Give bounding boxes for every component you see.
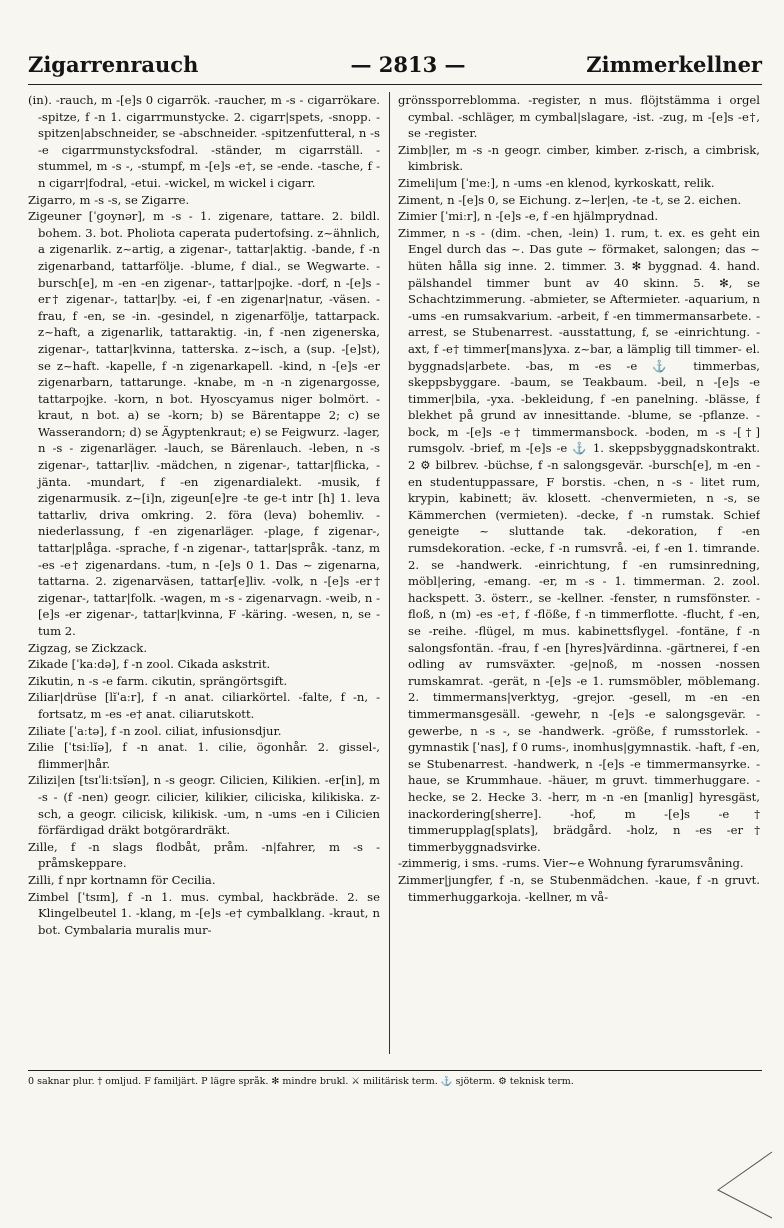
entry-zimelium: Zimeli|um [ˈmeː], n -ums -en klenod, kyrkoskatt, relik. — [398, 175, 715, 190]
entry-zigzag: Zigzag, se Zickzack. — [28, 640, 148, 655]
entry-zimmer: Zimmer, n -s - (dim. -chen, -lein) 1. rum, t. ex. es geht ein Engel durch das ~. Das gute ~ förmaket, salongen; das ~ hüten hålla sig inne. 2. timmer. 3. ✻ byggnad. 4. hand. pälshandel timmer bunt av 40 skinn. 5. ✻, se Schachtzimmerung. -abmieter, se Aftermieter. -aquarium, n -ums -en rumsakvarium. -arbeit, f -en timmermansarbete. -arrest, se Stubenarrest. -ausstattung, f, se -einrichtung. -axt, f -e† timmer[mans]yxa. z~bar, a lämplig till timmer- el. byggnads|arbete. -bas, m -es -e ⚓ timmerbas, skeppsbyggare. -baum, se Teakbaum. -beil, n -[e]s -e timmer|bila, -yxa. -bekleidung, f -en panelning. -blässe, f blekhet på grund av innesittande. -blume, se -pflanze. -bock, m -[e]s -e† timmermansbock. -boden, m -s -[†] rumsgolv. -brief, m -[e]s -e ⚓ 1. skeppsbyggnadskontrakt. 2 ⚙ bilbrev. -büchse, f -n salongsgevär. -bursch[e], m -en -en studentuppassare, F borstis. -chen, n -s - litet rum, krypin, kabinett; äv. klosett. -chenvermieten, n -s, se Kämmerchen (vermieten). -decke, f -n rumstak. Schief geneigte ~ sluttande tak. -dekoration, f -en rumsdekoration. -ecke, f -n rumsvrå. -ei, f -en 1. timrande. 2. se -handwerk. -einrichtung, f -en rumsinredning, möbl|ering, -emang. -er, m -s - 1. timmerman. 2. zool. hackspett. 3. österr., se -kellner. -fenster, n rumsfönster. -floß, n (m) -es -e†, f -flöße, f -n timmerflotte. -flucht, f -en, se -reihe. -flügel, m mus. kabinettsflygel. -fontäne, f -n salongsfontän. -frau, f -en [hyres]värdinna. -gärtnerei, f -en odling av rumsväxter. -ge|noß, m -nossen -nossen rumskamrat. -gerät, n -[e]s -e 1. rumsmöbler, möblemang. 2. timmermans|verktyg, -grejor. -gesell, m -en -en timmermansgesäll. -gewehr, n -[e]s -e salongsgevär. -gewerbe, n -s -, se -handwerk. -größe, f rumsstorlek. -gymnastik [ˈnas], f 0 rums-, inomhus|gymnastik. -haft, f -en, se Stubenarrest. -handwerk, n -[e]s -e timmermansyrke. -haue, se Krummhaue. -häuer, m gruvt. timmerhuggare. -hecke, se 2. Hecke 3. -herr, m -n -en [manlig] hyresgäst, inackordering[sherre]. -hof, m -[e]s -e† timmerupplag[splats], brädgård. -holz, n -es -er† timmerbyggnadsvirke. — [398, 225, 760, 854]
right-column — [398, 92, 760, 1062]
entry-zigeuner: Zigeuner [ˈgoynər], m -s - 1. zigenare, tattare. 2. bildl. bohem. 3. bot. Pholiota caperata pudertofsing. z~ähnlich, a zigenarlik. z~artig, a zigenar-, tattar|aktig. -bande, f -n zigenarband, tattarfölje. -blume, f dial., se Wegwarte. -bursch[e], m -en -en zigenar-, tattar|pojke. -dorf, n -[e]s -er† zigenar-, tattar|by. -ei, f -en zigenar|natur, -väsen. -frau, f -en, se -in. -gesindel, n zigenarfölje, tattarpack. z~haft, a zigenarlik, tattaraktig. -in, f -nen zigenerska, zigenar-, tattar|kvinna, tatterska. z~isch, a (sup. -[e]st), se z~haft. -kapelle, f -n zigenarkapell. -kind, n -[e]s -er zigenarbarn, tattarunge. -knabe, m -n -n zigenargosse, tattarpojke. -korn, n bot. Hyoscyamus niger bolmört. -kraut, n bot. a) se -korn; b) se Bärentappe 2; c) se Wasserandorn; d) se Ägyptenkraut; e) se Feigwurz. -lager, n -s - zigenarläger. -lauch, se Bärenlauch. -leben, n -s zigenar-, tattar|liv. -mädchen, n zigenar-, tattar|flicka, -jänta. -mundart, f -en zigenardialekt. -musik, f zigenarmusik. z~[i]n, zigeun[e]re -te ge-t intr [h] 1. leva tattarliv, driva omkring. 2. föra (leva) bohemliv. -niederlassung, f -en zigenarläger. -plage, f zigenar-, tattar|plåga. -sprache, f -n zigenar-, tattar|språk. -tanz, m -es -e† zigenardans. -tum, n -[e]s 0 1. Das ~ zigenarna, tattarna. 2. zigenarväsen, tattar[e]liv. -volk, n -[e]s -er† zigenar-, tattar|folk. -wagen, m -s - zigenarvagn. -weib, n -[e]s -er zigenar-, tattar|kvinna, F -käring. -wesen, n, se -tum 2. — [28, 209, 380, 638]
page-corner-mark — [714, 1150, 774, 1220]
footer-rule — [28, 1070, 762, 1071]
abbreviation-legend: 0 saknar plur. † omljud. F familjärt. P lägre språk. ✻ mindre brukl. ⚔ militärisk term. ⚓ sjöterm. ⚙ teknisk term. — [28, 1076, 574, 1087]
entry-zimbler: Zimb|ler, m -s -n geogr. cimber, kimber. z-risch, a cimbrisk, kimbrisk. — [398, 142, 760, 174]
entry-zigarro: Zigarro, m -s -s, se Zigarre. — [28, 192, 190, 207]
entry-zimbel-cont: grönssporreblomma. -register, n mus. flöjtstämma i orgel cymbal. -schläger, m cymbal|slagare, -ist. -zug, m -[e]s -e†, se -register. — [398, 93, 760, 141]
entry-zimier: Zimier [ˈmiːr], n -[e]s -e, f -en hjälmprydnad. — [398, 209, 659, 224]
column-divider — [389, 92, 390, 1054]
entry-zimmerjungfer: Zimmer|jungfer, f -n, se Stubenmädchen. -kaue, f -n gruvt. timmerhuggarkoja. -kellner, m vå- — [398, 872, 760, 904]
header-first-word: Zigarrenrauch — [28, 52, 199, 77]
entry-zigarrenrauch-cont: (in). -rauch, m -[e]s 0 cigarrök. -raucher, m -s - cigarrökare. -spitze, f -n 1. cigarrmunstycke. 2. cigarr|spets, -snopp. -spitzen|abschneider, se -abschneider. -spitzenfutteral, n -s -e cigarrmunstycksfodral. -ständer, m cigarrställ. -stummel, m -s -, -stumpf, m -[e]s -e†, se -ende. -tasche, f -n cigarr|fodral, -etui. -wickel, m wickel i cigarr. — [28, 93, 380, 190]
page-header — [28, 52, 762, 82]
entry-ziliardruese: Ziliar|drüse [lĭˈaːr], f -n anat. ciliarkörtel. -falte, f -n, -fortsatz, m -es -e† anat. ciliarutskott. — [28, 690, 380, 721]
entry-zimbel: Zimbel [ˈtsɪm], f -n 1. mus. cymbal, hackbräde. 2. se Klingelbeutel 1. -klang, m -[e]s -e† cymbalklang. -kraut, n bot. Cymbalaria muralis mur- — [28, 889, 380, 937]
entry-ziment: Ziment, n -[e]s 0, se Eichung. z~ler|en, -te -t, se 2. eichen. — [398, 192, 742, 207]
entry-zilli: Zilli, f npr kortnamn för Cecilia. — [28, 872, 216, 887]
entry-zikade: Zikade [ˈkaːdə], f -n zool. Cikada askstrit. — [28, 657, 271, 672]
entry-ziliate: Ziliate [ˈaːtə], f -n zool. ciliat, infusionsdjur. — [28, 723, 282, 738]
entry-zimmerig: -zimmerig, i sms. -rums. Vier~e Wohnung fyrarumsvåning. — [398, 856, 744, 871]
page-number: — 2813 — — [350, 52, 466, 77]
entry-zille: Zille, f -n slags flodbåt, pråm. -n|fahrer, m -s - pråmskeppare. — [28, 839, 380, 871]
entry-zilizien: Zilizi|en [tsɪˈliːtsĭən], n -s geogr. Cilicien, Kilikien. -er[in], m -s - (f -nen) geogr. cilicier, kilikier, ciliciska, kilikiska. z-sch, a geogr. cilicisk, kilikisk. -um, n -ums -en i Cilicien förfärdigad dräkt botgörardräkt. — [28, 773, 380, 838]
left-column — [28, 92, 380, 1062]
entry-zikutin: Zikutin, n -s -e farm. cikutin, sprängörtsgift. — [28, 673, 288, 688]
header-rule — [28, 84, 762, 85]
entry-zilie: Zilie [ˈtsiːlĭə], f -n anat. 1. cilie, ögonhår. 2. gissel-, flimmer|hår. — [28, 740, 380, 771]
header-last-word: Zimmerkellner — [586, 52, 762, 77]
